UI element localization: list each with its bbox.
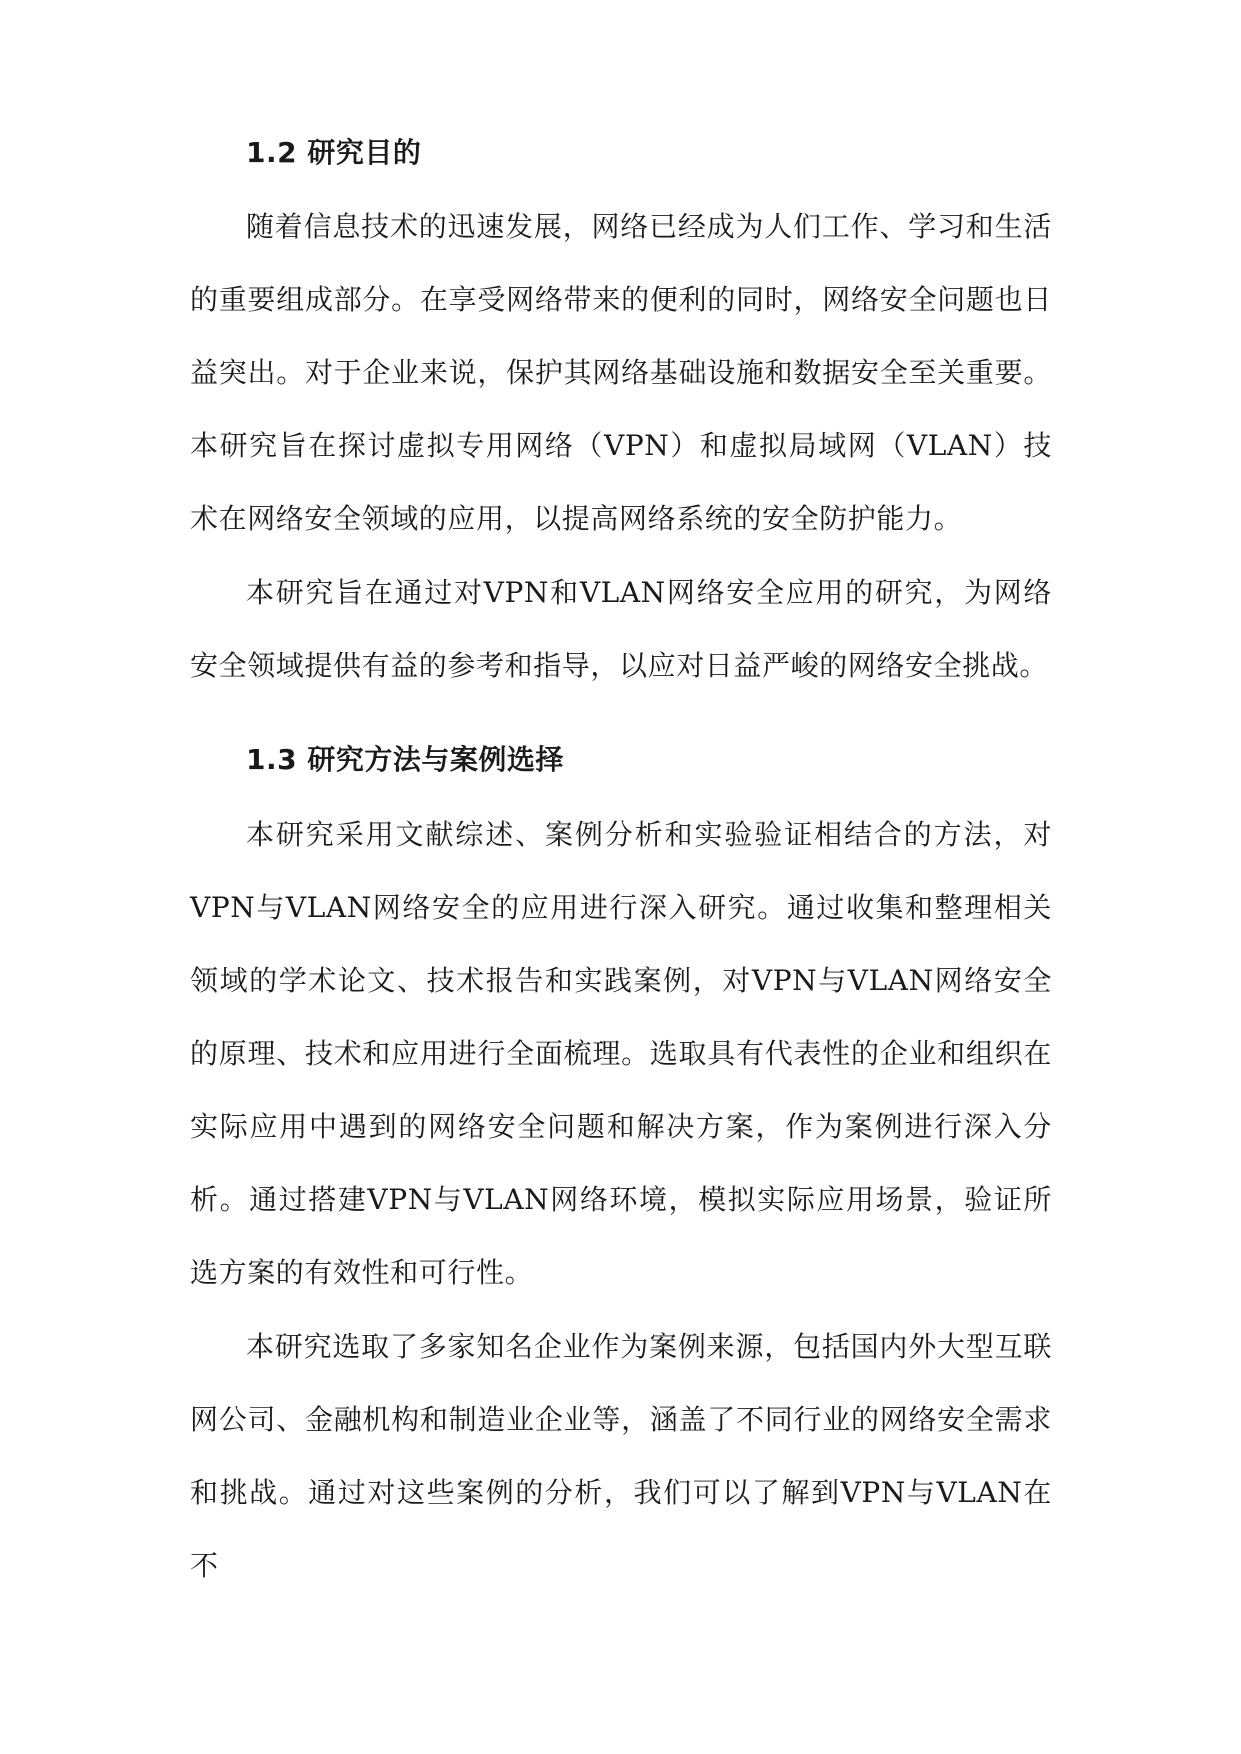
paragraph: 本研究旨在通过对VPN和VLAN网络安全应用的研究，为网络安全领域提供有益的参考和指导，以应对日益严峻的网络安全挑战。 <box>190 576 1052 682</box>
section-heading-1-3: 1.3 研究方法与案例选择 <box>246 743 564 776</box>
paragraph: 随着信息技术的迅速发展，网络已经成为人们工作、学习和生活的重要组成部分。在享受网络带来的便利的同时，网络安全问题也日益突出。对于企业来说，保护其网络基础设施和数据安全至关重要。本研究旨在探讨虚拟专用网络（VPN）和虚拟局域网（VLAN）技术在网络安全领域的应用，以提高网络系统的安全防护能力。 <box>190 210 1052 535</box>
section-heading-1-2: 1.2 研究目的 <box>246 136 422 169</box>
paragraph: 本研究选取了多家知名企业作为案例来源，包括国内外大型互联网公司、金融机构和制造业企业等，涵盖了不同行业的网络安全需求和挑战。通过对这些案例的分析，我们可以了解到VPN与VLAN在不 <box>190 1330 1052 1582</box>
paragraph: 本研究采用文献综述、案例分析和实验验证相结合的方法，对VPN与VLAN网络安全的应用进行深入研究。通过收集和整理相关领域的学术论文、技术报告和实践案例，对VPN与VLAN网络安全的原理、技术和应用进行全面梳理。选取具有代表性的企业和组织在实际应用中遇到的网络安全问题和解决方案，作为案例进行深入分析。通过搭建VPN与VLAN网络环境，模拟实际应用场景，验证所选方案的有效性和可行性。 <box>190 818 1052 1289</box>
page-content <box>190 133 1052 1602</box>
